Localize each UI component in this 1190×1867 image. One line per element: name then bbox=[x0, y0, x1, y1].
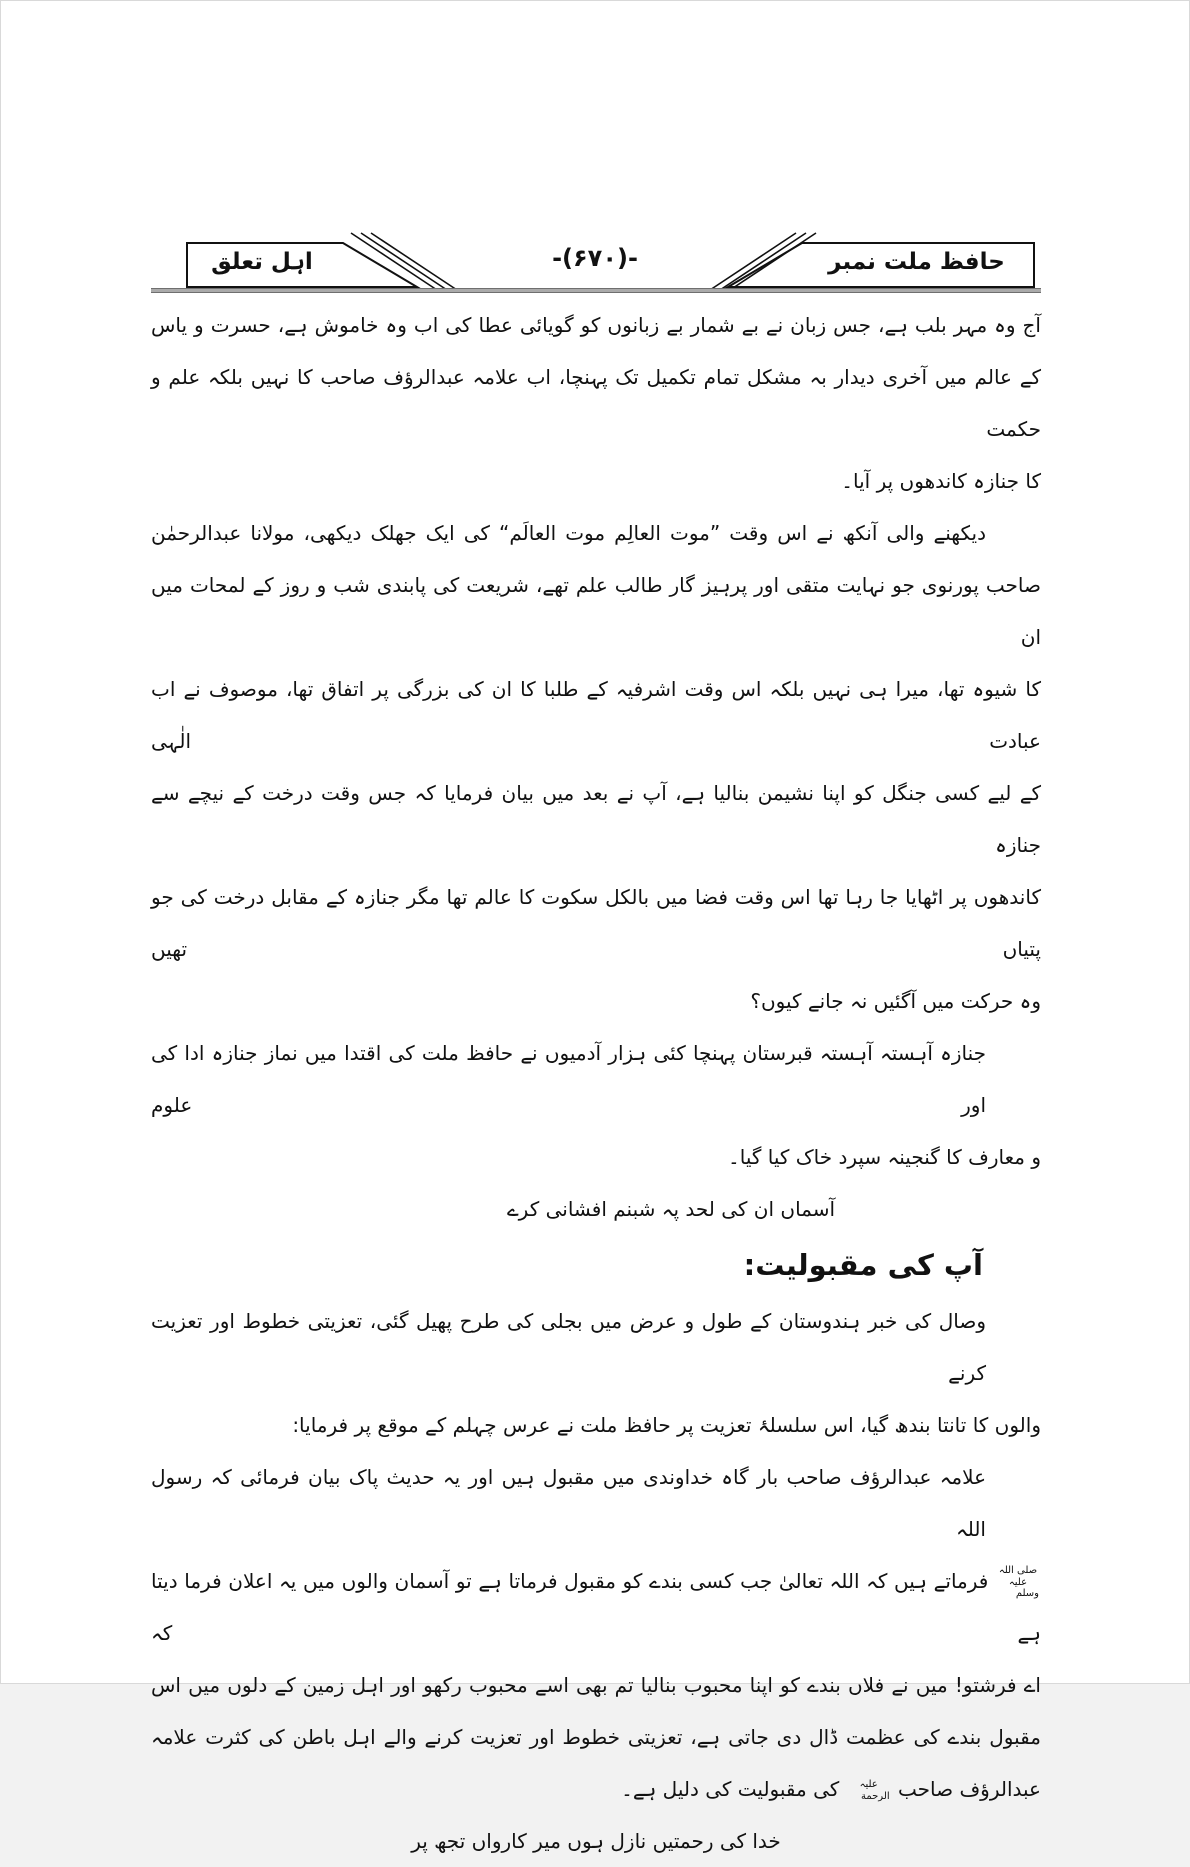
paragraph bbox=[151, 1451, 1041, 1815]
text-line bbox=[151, 1763, 1041, 1815]
header-tab-left-label: اہل تعلق bbox=[211, 249, 313, 275]
text-run: کی مقبولیت کی دلیل ہے۔ bbox=[621, 1777, 846, 1801]
section-heading: آپ کی مقبولیت: bbox=[743, 1248, 983, 1282]
text-run: جنازہ آہستہ آہستہ قبرستان پہنچا کئی ہزار آدمیوں نے حافظ ملت کی اقتدا میں نماز جنازہ ادا کی اور علوم bbox=[151, 1041, 986, 1117]
text-line bbox=[151, 663, 1041, 767]
text-line bbox=[151, 975, 1041, 1027]
text-run: مقبول بندے کی عظمت ڈال دی جاتی ہے، تعزیتی خطوط اور تعزیت کرنے والے اہل باطن کی کثرت علامہ bbox=[151, 1725, 1041, 1749]
text-run: کے لیے کسی جنگل کو اپنا نشیمن بنالیا ہے، آپ نے بعد میں بیان فرمایا کہ جس وقت درخت کے نیچے سے جنازہ bbox=[151, 781, 1041, 857]
header-rule bbox=[151, 288, 1041, 293]
text-run: آج وہ مہر بلب ہے، جس زبان نے بے شمار بے زبانوں کو گویائی عطا کی اب وہ خاموش ہے، حسرت و یاس bbox=[151, 313, 1041, 337]
paragraph bbox=[151, 299, 1041, 507]
text-run: عبدالرؤف صاحب bbox=[891, 1777, 1041, 1801]
paragraph bbox=[151, 507, 1041, 1027]
text-line bbox=[151, 1659, 1041, 1711]
body-text bbox=[151, 299, 1041, 1867]
text-line bbox=[151, 299, 1041, 351]
calligraphic-stamp: صلی اللہ علیہ وسلم bbox=[998, 1565, 1039, 1600]
text-line bbox=[151, 559, 1041, 663]
header-tab-right-label: حافظ ملت نمبر bbox=[828, 249, 1005, 275]
text-line bbox=[151, 1131, 1041, 1183]
paragraph bbox=[151, 1027, 1041, 1183]
text-line bbox=[151, 767, 1041, 871]
text-run: و معارف کا گنجینہ سپرد خاک کیا گیا۔ bbox=[728, 1145, 1041, 1169]
text-line bbox=[151, 1451, 1041, 1555]
text-run: صاحب پورنوی جو نہایت متقی اور پرہیز گار طالب علم تھے، شریعت کی پابندی شب و روز کے لمحات میں ان bbox=[151, 573, 1041, 649]
text-line bbox=[151, 1711, 1041, 1763]
text-run: کاندھوں پر اٹھایا جا رہا تھا اس وقت فضا میں بالکل سکوت کا عالم تھا مگر جنازہ کے مقابل درخت کی جو پتیاں تھیں bbox=[151, 885, 1041, 961]
header-tab-left bbox=[185, 233, 465, 291]
verse-line: خدا کی رحمتیں نازل ہوں میر کارواں تجھ پر bbox=[411, 1829, 781, 1853]
text-run: اے فرشتو! میں نے فلاں بندے کو اپنا محبوب بنالیا تم بھی اسے محبوب رکھو اور اہل زمین کے دلوں میں اس bbox=[151, 1673, 1041, 1697]
text-run: فرماتے ہیں کہ اللہ تعالیٰ جب کسی بندے کو مقبول فرماتا ہے تو آسمان والوں میں یہ اعلان فرما دیتا ہے کہ bbox=[151, 1569, 1041, 1645]
text-line bbox=[151, 1555, 1041, 1659]
text-line bbox=[151, 507, 1041, 559]
text-run: دیکھنے والی آنکھ نے اس وقت ”موت العالِم موت العالَم“ کی ایک جھلک دیکھی، مولانا عبدالرحمٰن bbox=[151, 521, 986, 545]
text-run: علامہ عبدالرؤف صاحب بار گاہ خداوندی میں مقبول ہیں اور یہ حدیث پاک بیان فرمائی کہ رسول اللہ bbox=[151, 1465, 986, 1541]
calligraphic-stamp: علیہ الرحمة bbox=[859, 1779, 890, 1802]
paragraph bbox=[151, 1295, 1041, 1451]
text-line bbox=[151, 1027, 1041, 1131]
text-line bbox=[151, 455, 1041, 507]
text-run: کا جنازہ کاندھوں پر آیا۔ bbox=[841, 469, 1041, 493]
text-line bbox=[151, 351, 1041, 455]
text-run: وہ حرکت میں آگئیں نہ جانے کیوں؟ bbox=[750, 989, 1041, 1013]
text-line bbox=[151, 1295, 1041, 1399]
text-run: وصال کی خبر ہندوستان کے طول و عرض میں بجلی کی طرح پھیل گئی، تعزیتی خطوط اور تعزیت کرنے bbox=[151, 1309, 986, 1385]
text-run: کا شیوہ تھا، میرا ہی نہیں بلکہ اس وقت اشرفیہ کے طلبا کا ان کی بزرگی پر اتفاق تھا، موصوف نے اب عبادت الٰہی bbox=[151, 677, 1041, 753]
text-line bbox=[151, 1399, 1041, 1451]
text-run: والوں کا تانتا بندھ گیا، اس سلسلۂ تعزیت پر حافظ ملت نے عرس چہلم کے موقع پر فرمایا: bbox=[292, 1413, 1041, 1437]
text-run: کے عالم میں آخری دیدار بہ مشکل تمام تکمیل تک پہنچا، اب علامہ عبدالرؤف صاحب کا نہیں بلکہ علم و حکمت bbox=[151, 365, 1041, 441]
page-number: -(۶۷۰)- bbox=[552, 244, 638, 272]
text-line bbox=[151, 871, 1041, 975]
verse-line: آسماں ان کی لحد پہ شبنم افشانی کرے bbox=[506, 1197, 836, 1221]
